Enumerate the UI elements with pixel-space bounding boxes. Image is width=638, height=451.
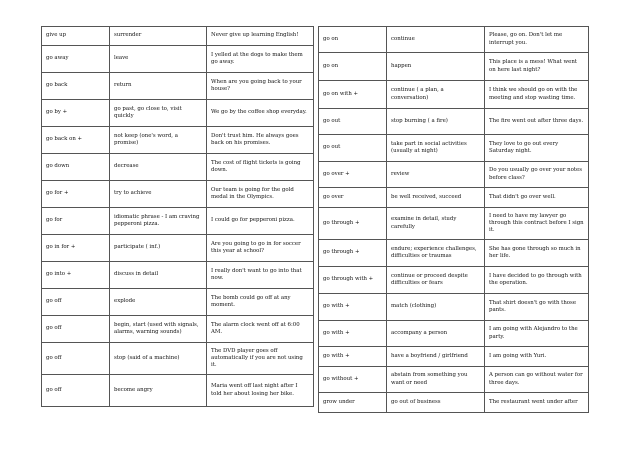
meaning-cell: leave: [110, 46, 207, 73]
meaning-cell: stop burning ( a fire): [387, 109, 485, 135]
example-cell: Do you usually go over your notes before class?: [485, 162, 589, 188]
table-row: [42, 127, 314, 154]
phrasal-verb-cell: go with +: [319, 347, 387, 367]
meaning-cell: continue or proceed despite difficulties or fears: [387, 267, 485, 294]
phrasal-verb-cell: go away: [42, 46, 110, 73]
example-cell: They love to go out every Saturday night.: [485, 135, 589, 162]
table-row: [319, 240, 589, 267]
example-cell: The fire went out after three days.: [485, 109, 589, 135]
table-row: [319, 81, 589, 109]
example-cell: Maria went off last night after I told her about losing her bike.: [207, 375, 314, 407]
table-row: [319, 347, 589, 367]
meaning-cell: continue ( a plan, a conversation): [387, 81, 485, 109]
example-cell: The DVD player goes off automatically if you are not using it.: [207, 343, 314, 375]
table-row: [42, 100, 314, 127]
meaning-cell: return: [110, 73, 207, 100]
table-row: [42, 46, 314, 73]
phrasal-verb-cell: go off: [42, 289, 110, 316]
meaning-cell: not keep (one's word, a promise): [110, 127, 207, 154]
meaning-cell: surrender: [110, 27, 207, 46]
meaning-cell: become angry: [110, 375, 207, 407]
phrasal-verb-cell: go through +: [319, 240, 387, 267]
example-cell: I am going with Yuri.: [485, 347, 589, 367]
meaning-cell: begin, start (used with signals, alarms, warning sounds): [110, 316, 207, 343]
example-cell: Please, go on. Don't let me interrupt you.: [485, 27, 589, 53]
phrasal-verb-cell: go down: [42, 154, 110, 181]
phrasal-verb-cell: go for +: [42, 181, 110, 208]
phrasal-verb-cell: go through with +: [319, 267, 387, 294]
phrasal-verb-cell: go for: [42, 208, 110, 235]
phrasal-verb-table-left: [41, 26, 314, 407]
example-cell: That didn't go over well.: [485, 188, 589, 208]
phrasal-verb-cell: go over: [319, 188, 387, 208]
phrasal-verb-cell: go in for +: [42, 235, 110, 262]
example-cell: Never give up learning English!: [207, 27, 314, 46]
table-row: [42, 343, 314, 375]
table-row: [42, 375, 314, 407]
meaning-cell: review: [387, 162, 485, 188]
phrasal-verb-cell: go with +: [319, 321, 387, 347]
example-cell: I have decided to go through with the operation.: [485, 267, 589, 294]
table-right-body: [319, 27, 589, 413]
example-cell: The bomb could go off at any moment.: [207, 289, 314, 316]
example-cell: I need to have my lawyer go through this contract before I sign it.: [485, 208, 589, 240]
table-row: [319, 321, 589, 347]
phrasal-verb-cell: go off: [42, 343, 110, 375]
meaning-cell: take part in social activities (usually at night): [387, 135, 485, 162]
phrasal-verb-cell: go on with +: [319, 81, 387, 109]
phrasal-verb-table-right: [318, 26, 589, 413]
table-row: [42, 262, 314, 289]
example-cell: Don't trust him. He always goes back on his promises.: [207, 127, 314, 154]
phrasal-verb-cell: go into +: [42, 262, 110, 289]
table-row: [319, 109, 589, 135]
phrasal-verb-cell: grow under: [319, 393, 387, 413]
meaning-cell: be well received, succeed: [387, 188, 485, 208]
phrasal-verb-cell: go out: [319, 135, 387, 162]
meaning-cell: idiomatic phrase - I am craving pepperoni pizza.: [110, 208, 207, 235]
example-cell: We go by the coffee shop everyday.: [207, 100, 314, 127]
table-row: [319, 208, 589, 240]
example-cell: That shirt doesn't go with those pants.: [485, 294, 589, 321]
phrasal-verb-cell: go off: [42, 375, 110, 407]
meaning-cell: stop (said of a machine): [110, 343, 207, 375]
table-row: [42, 235, 314, 262]
example-cell: The restaurant went under after: [485, 393, 589, 413]
example-cell: This place is a mess! What went on here last night?: [485, 53, 589, 81]
phrasal-verb-cell: go out: [319, 109, 387, 135]
meaning-cell: match (clothing): [387, 294, 485, 321]
table-row: [42, 154, 314, 181]
table-row: [42, 27, 314, 46]
table-row: [42, 181, 314, 208]
phrasal-verb-cell: go without +: [319, 367, 387, 393]
phrasal-verb-cell: go back: [42, 73, 110, 100]
example-cell: I could go for pepperoni pizza.: [207, 208, 314, 235]
phrasal-verb-cell: go with +: [319, 294, 387, 321]
example-cell: Are you going to go in for soccer this year at school?: [207, 235, 314, 262]
meaning-cell: have a boyfriend / girlfriend: [387, 347, 485, 367]
table-left-body: [42, 27, 314, 407]
meaning-cell: participate ( inf.): [110, 235, 207, 262]
example-cell: Our team is going for the gold medal in the Olympics.: [207, 181, 314, 208]
meaning-cell: abstain from something you want or need: [387, 367, 485, 393]
example-cell: I really don't want to go into that now.: [207, 262, 314, 289]
meaning-cell: go past, go close to, visit quickly: [110, 100, 207, 127]
example-cell: I am going with Alejandro to the party.: [485, 321, 589, 347]
table-row: [42, 289, 314, 316]
table-row: [319, 53, 589, 81]
example-cell: The alarm clock went off at 6:00 AM.: [207, 316, 314, 343]
table-row: [319, 162, 589, 188]
phrasal-verb-cell: go over +: [319, 162, 387, 188]
table-row: [42, 73, 314, 100]
meaning-cell: explode: [110, 289, 207, 316]
phrasal-verb-cell: go on: [319, 53, 387, 81]
meaning-cell: try to achieve: [110, 181, 207, 208]
phrasal-verb-cell: go through +: [319, 208, 387, 240]
meaning-cell: decrease: [110, 154, 207, 181]
meaning-cell: continue: [387, 27, 485, 53]
phrasal-verb-cell: go by +: [42, 100, 110, 127]
example-cell: When are you going back to your house?: [207, 73, 314, 100]
table-row: [319, 367, 589, 393]
phrasal-verb-cell: go off: [42, 316, 110, 343]
meaning-cell: go out of business: [387, 393, 485, 413]
meaning-cell: examine in detail, study carefully: [387, 208, 485, 240]
meaning-cell: discuss in detail: [110, 262, 207, 289]
phrasal-verb-cell: give up: [42, 27, 110, 46]
example-cell: She has gone through so much in her life.: [485, 240, 589, 267]
table-row: [319, 393, 589, 413]
table-row: [319, 27, 589, 53]
table-row: [319, 294, 589, 321]
phrasal-verb-cell: go on: [319, 27, 387, 53]
example-cell: The cost of flight tickets is going down.: [207, 154, 314, 181]
table-row: [42, 316, 314, 343]
table-row: [42, 208, 314, 235]
meaning-cell: happen: [387, 53, 485, 81]
table-row: [319, 188, 589, 208]
meaning-cell: accompany a person: [387, 321, 485, 347]
example-cell: A person can go without water for three days.: [485, 367, 589, 393]
phrasal-verb-cell: go back on +: [42, 127, 110, 154]
table-row: [319, 267, 589, 294]
meaning-cell: endure; experience challenges, difficulties or traumas: [387, 240, 485, 267]
example-cell: I yelled at the dogs to make them go away.: [207, 46, 314, 73]
example-cell: I think we should go on with the meeting and stop wasting time.: [485, 81, 589, 109]
table-row: [319, 135, 589, 162]
